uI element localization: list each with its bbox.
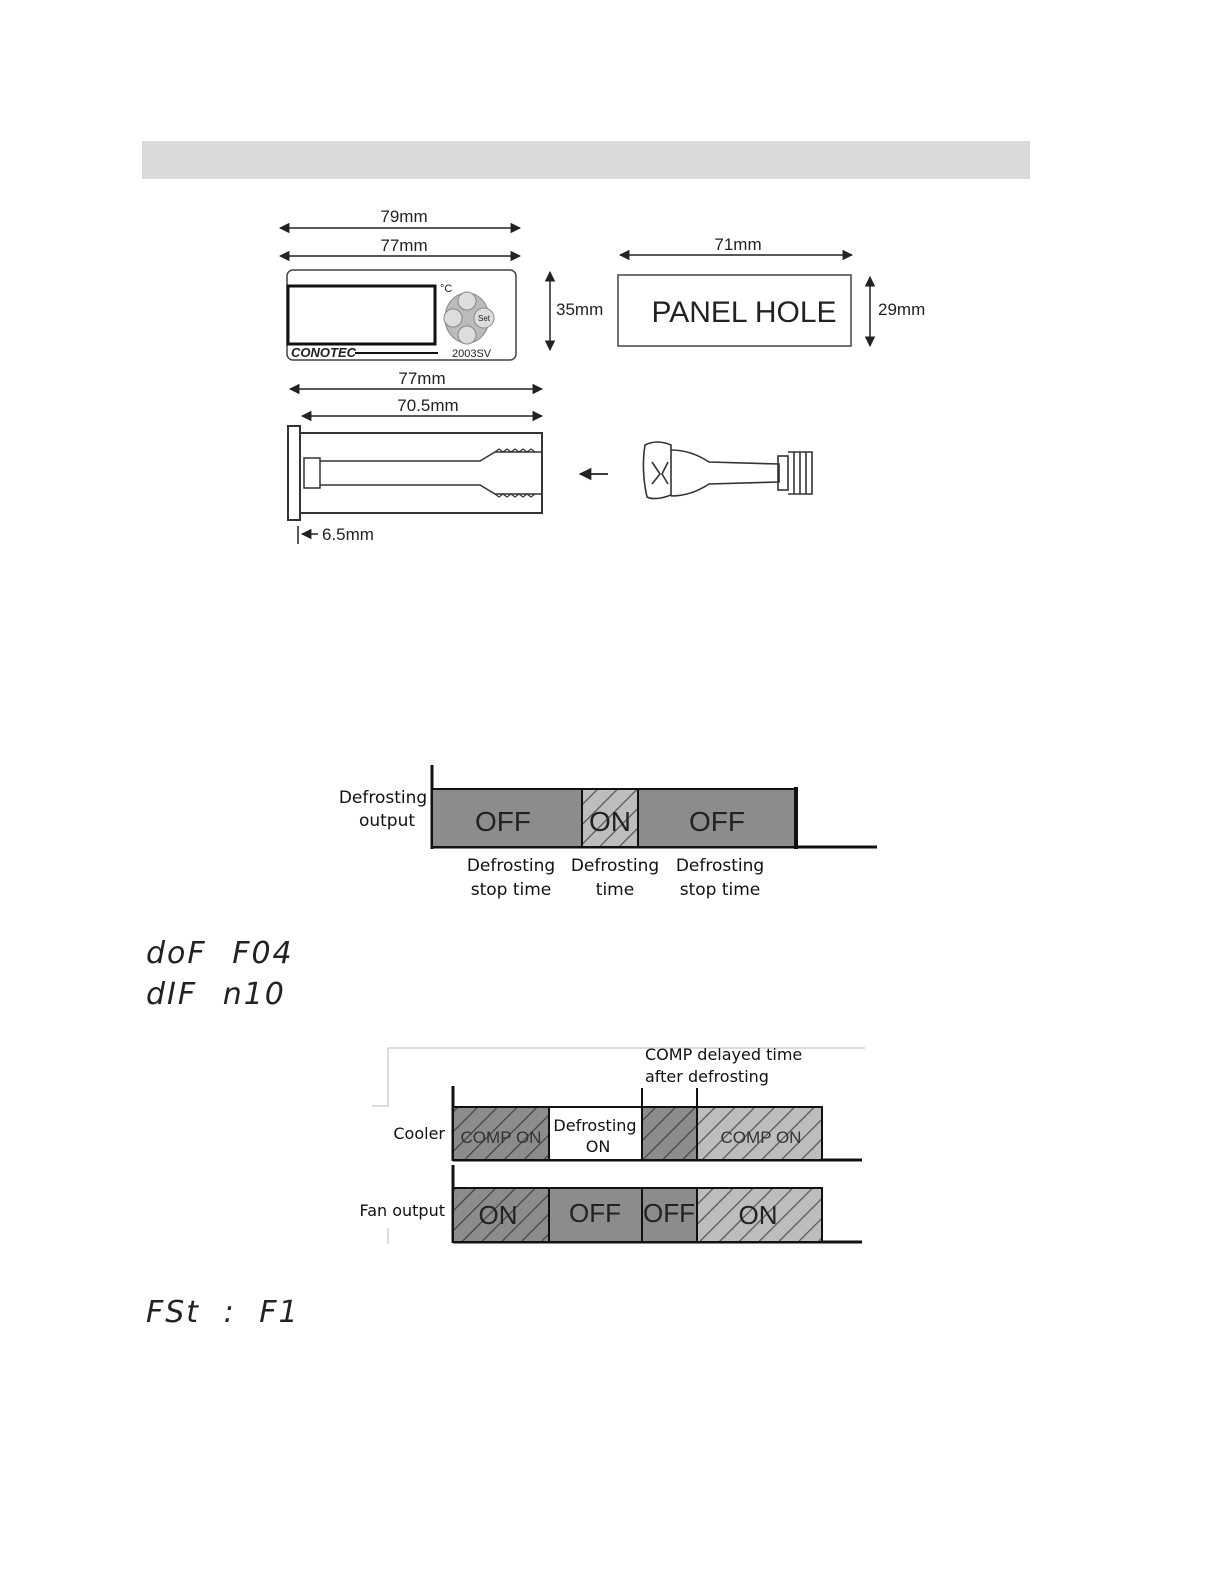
fan-seg-label-4: ON — [738, 1200, 778, 1230]
defrost-caption-2b: time — [595, 880, 635, 900]
panel-hole-label: PANEL HOLE — [651, 296, 837, 329]
segment-value: F04 — [232, 936, 294, 971]
defrost-segment-label-1: OFF — [475, 806, 531, 837]
defrost-segment-label-2: ON — [589, 806, 631, 837]
bezel — [288, 426, 300, 520]
defrost-segment-label-3: OFF — [689, 806, 745, 837]
fan-seg-label-2: OFF — [569, 1198, 621, 1228]
dim-label-35: 35mm — [556, 300, 604, 319]
front-view-drawing — [280, 207, 603, 360]
defrost-button-icon[interactable] — [444, 309, 462, 327]
defrost-timing-diagram — [339, 765, 877, 900]
segment-display-dif — [146, 977, 286, 1012]
dim-label-79: 79mm — [380, 207, 428, 226]
segment-separator: : — [223, 1295, 236, 1330]
defrost-y-label-1: Defrosting — [338, 788, 428, 808]
dim-label-71: 71mm — [714, 235, 762, 254]
segment-value: n10 — [222, 977, 286, 1012]
defrost-caption-1b: stop time — [470, 880, 552, 900]
comp-delay-annotation-2: after defrosting — [645, 1067, 769, 1086]
model-label: 2003SV — [452, 348, 492, 360]
up-button-icon[interactable] — [458, 292, 476, 310]
segment-display-fst — [146, 1295, 300, 1330]
cooler-seg-label-4: COMP ON — [720, 1128, 802, 1147]
dim-label-70-5: 70.5mm — [397, 396, 459, 415]
fan-seg-label-3: OFF — [643, 1198, 695, 1228]
segment-code: dIF — [146, 977, 198, 1012]
segment-code: doF — [146, 936, 207, 971]
clip-slot — [304, 458, 320, 488]
defrost-caption-2a: Defrosting — [570, 856, 660, 876]
dim-label-29: 29mm — [878, 300, 926, 319]
mounting-bracket-drawing — [643, 442, 812, 499]
defrost-caption-1a: Defrosting — [466, 856, 556, 876]
comp-delay-annotation-1: COMP delayed time — [645, 1045, 803, 1064]
cooler-seg-label-1: COMP ON — [460, 1128, 542, 1147]
dim-label-77-side: 77mm — [398, 369, 446, 388]
brand-logo: CONOTEC — [291, 345, 356, 360]
fan-seg-label-1: ON — [478, 1200, 518, 1230]
cooler-seg-label-2a: Defrosting — [553, 1116, 637, 1135]
side-view-drawing — [288, 369, 812, 544]
down-button-icon[interactable] — [458, 326, 476, 344]
fan-label: Fan output — [359, 1201, 445, 1220]
cooler-seg-label-2b: ON — [585, 1137, 611, 1156]
unit-label: °C — [440, 283, 453, 295]
dim-label-6-5: 6.5mm — [322, 525, 374, 544]
cooler-delay — [642, 1107, 697, 1160]
segment-code: FSt — [146, 1295, 201, 1330]
defrost-caption-3b: stop time — [679, 880, 761, 900]
defrost-caption-3a: Defrosting — [675, 856, 765, 876]
set-button-label: Set — [477, 314, 491, 323]
side-body — [300, 433, 542, 513]
segment-value: F1 — [259, 1295, 300, 1330]
dim-label-77: 77mm — [380, 236, 428, 255]
fan-timing-diagram — [359, 1045, 865, 1244]
defrost-y-label-2: output — [358, 811, 416, 831]
segment-display-dof — [146, 936, 294, 971]
device-display-window — [288, 286, 435, 344]
panel-hole-drawing — [618, 235, 925, 346]
cooler-label: Cooler — [393, 1124, 445, 1143]
